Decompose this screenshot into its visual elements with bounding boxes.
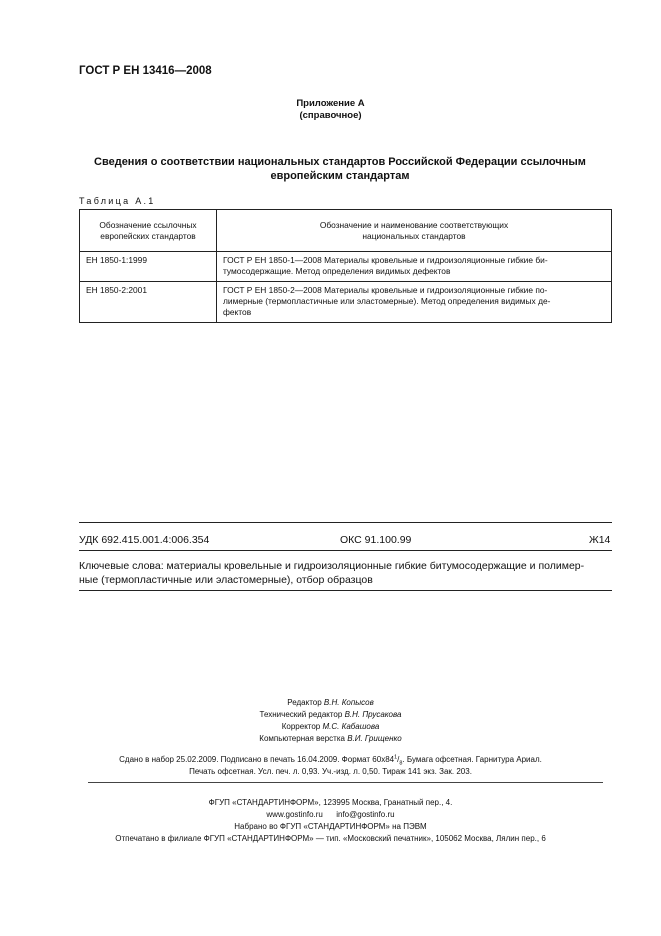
publisher-footer	[0, 797, 661, 845]
section-heading	[80, 155, 600, 183]
ref-cell: ЕН 1850-2:2001	[80, 282, 217, 323]
publisher-contacts	[0, 809, 661, 821]
credits	[0, 697, 661, 745]
divider	[79, 550, 612, 551]
publisher-address: ФГУП «СТАНДАРТИНФОРМ», 123995 Москва, Гранатный пер., 4.	[208, 798, 453, 807]
printing-info: Отпечатано в филиале ФГУП «СТАНДАРТИНФОРМ» — тип. «Московский печатник», 105062 Москва, Лялин пер., 6	[115, 834, 546, 843]
classification-code: Ж14	[589, 534, 611, 546]
divider	[79, 522, 612, 523]
divider	[79, 590, 612, 591]
annex-block	[0, 98, 661, 122]
national-cell: ГОСТ Р ЕН 1850-2—2008 Материалы кровельные и гидроизоляционные гибкие по- лимерные (термопластичные или эластомерные). Метод определения видимых де- фектов	[217, 282, 612, 323]
keywords-line-1: Ключевые слова: материалы кровельные и гидроизоляционные гибкие битумосодержащие и полимер-	[79, 560, 585, 572]
table-header-row	[80, 210, 612, 252]
credit-line: Технический редактор В.Н. Прусакова	[259, 710, 402, 719]
email-link[interactable]: info@gostinfo.ru	[336, 810, 395, 819]
oks-code: ОКС 91.100.99	[340, 534, 412, 546]
credit-line: Компьютерная верстка В.И. Грищенко	[259, 734, 402, 743]
credit-line: Редактор В.Н. Копысов	[287, 698, 374, 707]
publication-line-2: Печать офсетная. Усл. печ. л. 0,93. Уч.-изд. л. 0,50. Тираж 141 экз. Зак. 203.	[189, 767, 472, 776]
header-cell-national: Обозначение и наименование соответствующих национальных стандартов	[217, 210, 612, 252]
annex-note: (справочное)	[299, 110, 362, 121]
typeset-info: Набрано во ФГУП «СТАНДАРТИНФОРМ» на ПЭВМ	[234, 822, 427, 831]
credit-line: Корректор М.С. Кабашова	[281, 722, 380, 731]
keywords	[79, 559, 612, 587]
correspondence-table	[79, 209, 612, 323]
document-code: ГОСТ Р ЕН 13416—2008	[79, 65, 212, 77]
keywords-line-2: ные (термопластичные или эластомерные), отбор образцов	[79, 574, 373, 586]
national-cell: ГОСТ Р ЕН 1850-1—2008 Материалы кровельные и гидроизоляционные гибкие би- тумосодержащие. Метод определения видимых дефектов	[217, 252, 612, 282]
divider	[88, 782, 603, 783]
publication-line-1: Сдано в набор 25.02.2009. Подписано в печать 16.04.2009. Формат $60x84^1/_8$. Бумага офсетная. Гарнитура Ариал.	[119, 754, 542, 767]
table-row	[80, 282, 612, 323]
header-cell-ref: Обозначение ссылочных европейских стандартов	[80, 210, 217, 252]
heading-line-2: европейским стандартам	[270, 170, 410, 182]
table-caption: Таблица А.1	[79, 196, 156, 206]
table-row	[80, 252, 612, 282]
publication-info	[0, 754, 661, 778]
udk-code: УДК 692.415.001.4:006.354	[79, 534, 210, 546]
annex-title: Приложение А	[296, 98, 365, 109]
heading-line-1: Сведения о соответствии национальных стандартов Российской Федерации ссылочным	[94, 156, 586, 168]
ref-cell: ЕН 1850-1:1999	[80, 252, 217, 282]
website-link[interactable]: www.gostinfo.ru	[266, 810, 323, 819]
